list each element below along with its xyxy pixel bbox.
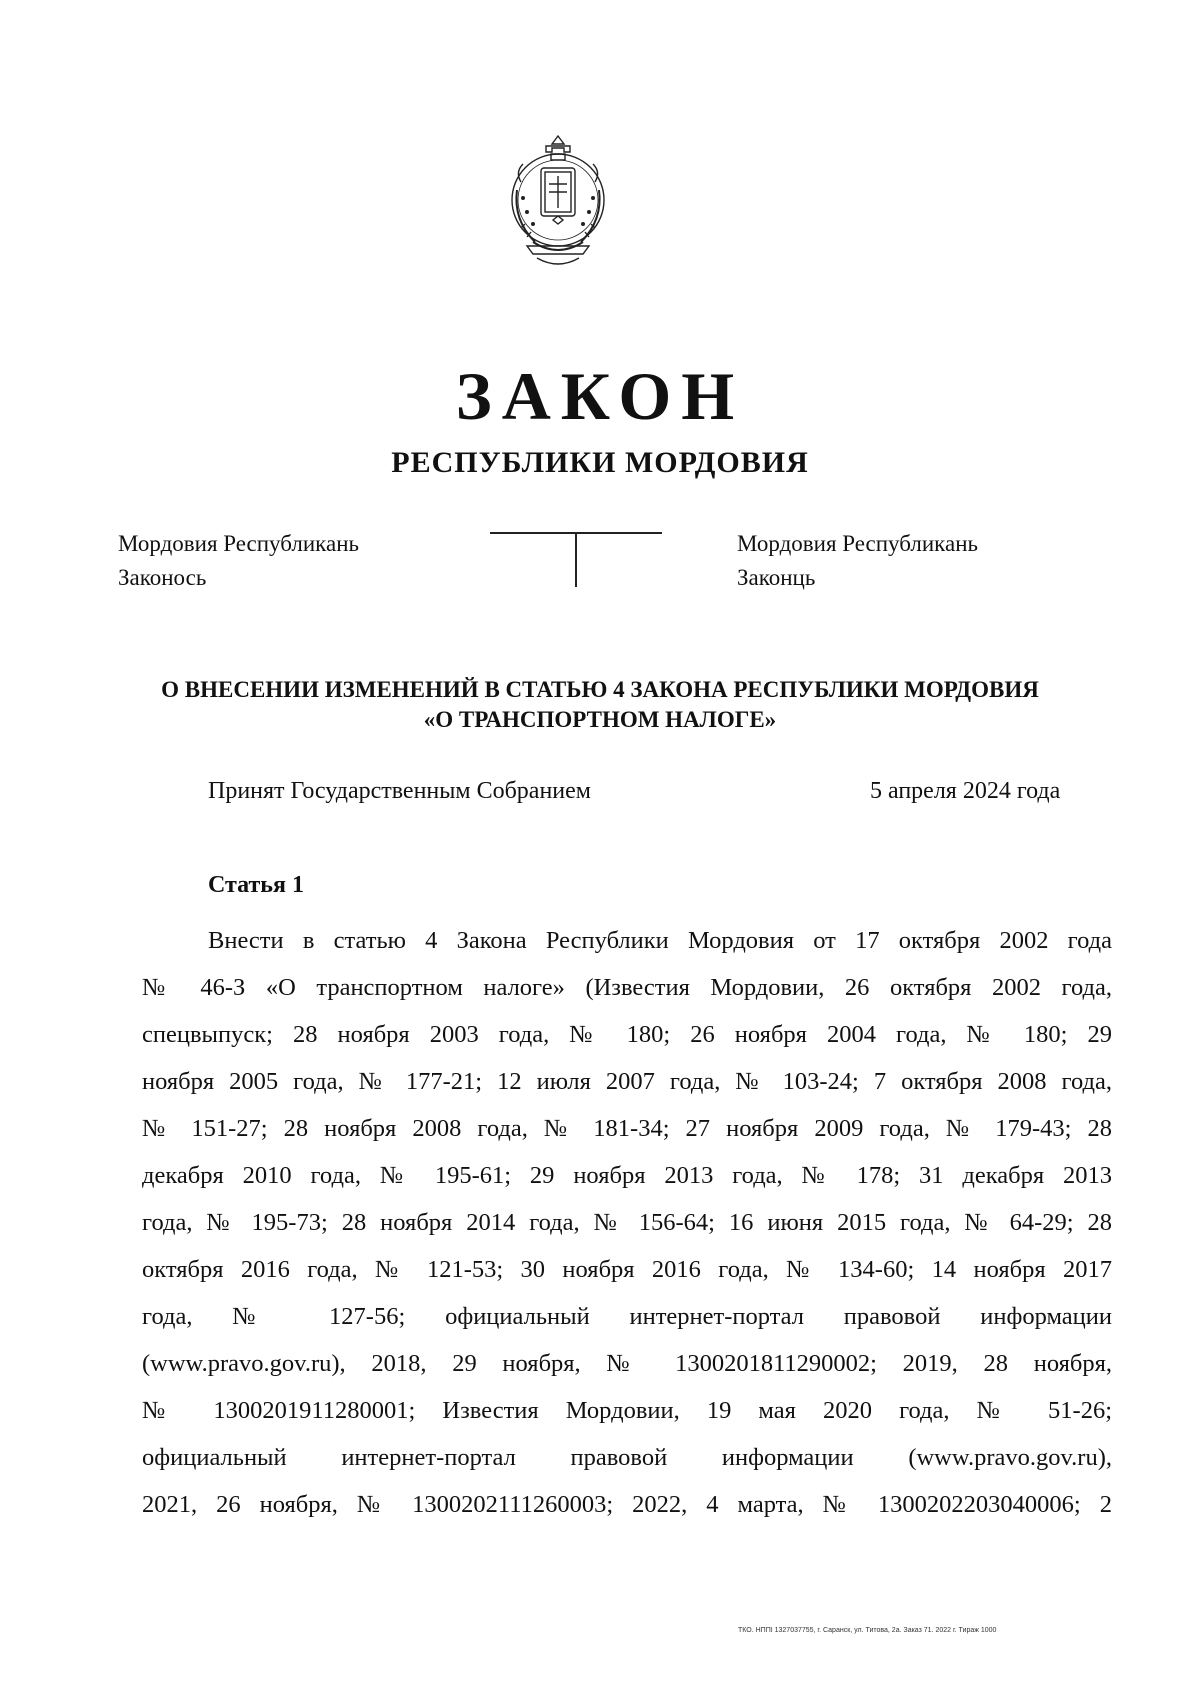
adoption-date: 5 апреля 2024 года — [870, 778, 1061, 804]
body-line-text: ноября 2005 года, № 177-21; 12 июля 2007 года, № 103-24; 7 октября 2008 года, — [142, 1068, 1112, 1095]
body-line — [142, 1387, 1112, 1434]
body-line — [142, 1246, 1112, 1293]
print-info-footer: ТКО. НППI 1327037755, г. Саранск, ул. Титова, 2а. Заказ 71. 2022 г. Тираж 1000 — [738, 1627, 997, 1634]
body-line — [142, 1058, 1112, 1105]
registration-divider — [575, 532, 577, 587]
body-line-text: № 151-27; 28 ноября 2008 года, № 181-34; 27 ноября 2009 года, № 179-43; 28 — [142, 1115, 1112, 1142]
body-line — [142, 917, 1112, 964]
body-line — [142, 1293, 1112, 1340]
law-name-line: О ВНЕСЕНИИ ИЗМЕНЕНИЙ В СТАТЬЮ 4 ЗАКОНА РЕСПУБЛИКИ МОРДОВИЯ — [161, 677, 1039, 702]
article-body — [142, 917, 1112, 1528]
body-line — [142, 1340, 1112, 1387]
body-line — [142, 1105, 1112, 1152]
adoption-statement: Принят Государственным Собранием — [208, 778, 591, 804]
body-line-text: года, № 195-73; 28 ноября 2014 года, № 156-64; 16 июня 2015 года, № 64-29; 28 — [142, 1209, 1112, 1236]
body-line-text: официальный интернет-портал правовой информации (www.pravo.gov.ru), — [142, 1444, 1112, 1471]
body-line-text: спецвыпуск; 28 ноября 2003 года, № 180; 26 ноября 2004 года, № 180; 29 — [142, 1021, 1112, 1048]
body-line-text: декабря 2010 года, № 195-61; 29 ноября 2013 года, № 178; 31 декабря 2013 — [142, 1162, 1112, 1189]
body-line — [142, 1199, 1112, 1246]
law-name — [100, 675, 1100, 735]
body-line — [142, 964, 1112, 1011]
moksha-caption-line: Законось — [118, 565, 207, 590]
law-name-line: «О ТРАНСПОРТНОМ НАЛОГЕ» — [423, 707, 777, 732]
body-line — [142, 1011, 1112, 1058]
body-line-text: № 46-З «О транспортном налоге» (Известия Мордовии, 26 октября 2002 года, — [142, 974, 1112, 1001]
body-line-text: 2021, 26 ноября, № 1300202111260003; 2022, 4 марта, № 1300202203040006; 2 — [142, 1491, 1112, 1518]
moksha-caption-line: Мордовия Республикань — [118, 531, 360, 556]
moksha-caption — [118, 527, 359, 595]
body-line-text: года, № 127-56; официальный интернет-портал правовой информации — [142, 1303, 1112, 1330]
erzya-caption — [737, 527, 978, 595]
body-line-text: № 1300201911280001; Известия Мордовии, 19 мая 2020 года, № 51-26; — [142, 1397, 1112, 1424]
body-line — [142, 1434, 1112, 1481]
body-line — [142, 1481, 1112, 1528]
body-line-text: Внести в статью 4 Закона Республики Мордовия от 17 октября 2002 года — [208, 927, 1112, 954]
article-heading: Статья 1 — [208, 872, 304, 898]
document-subtitle: РЕСПУБЛИКИ МОРДОВИЯ — [391, 446, 809, 479]
body-line-text: октября 2016 года, № 121-53; 30 ноября 2016 года, № 134-60; 14 ноября 2017 — [142, 1256, 1112, 1283]
erzya-caption-line: Мордовия Республикань — [737, 531, 979, 556]
document-title: ЗАКОН — [455, 358, 745, 434]
body-line-text: (www.pravo.gov.ru), 2018, 29 ноября, № 1300201811290002; 2019, 28 ноября, — [142, 1350, 1112, 1377]
body-line — [142, 1152, 1112, 1199]
erzya-caption-line: Законць — [737, 565, 816, 590]
coat-of-arms-emblem — [503, 128, 613, 278]
